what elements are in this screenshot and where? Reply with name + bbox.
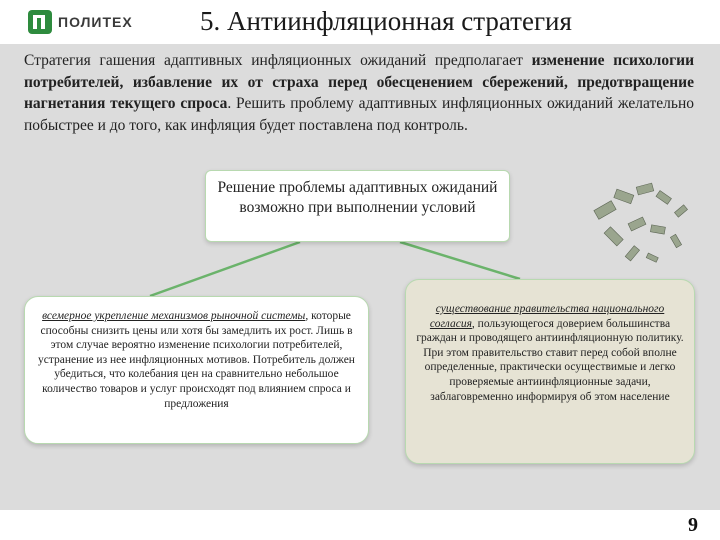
government-consensus-heading: существование правительства национального согласия <box>429 303 665 330</box>
slide-footer <box>0 510 720 540</box>
logo-text: ПОЛИТЕХ <box>58 14 133 30</box>
logo-mark-icon <box>28 10 52 34</box>
page-number: 9 <box>688 514 698 536</box>
intro-text-part2: . Решить проблему адаптивных инфляционных ожиданий желательно побыстрее и до того, как инфляция будет поставлена под контроль. <box>24 95 695 134</box>
slide-header <box>0 0 720 44</box>
conditions-box <box>205 170 510 242</box>
market-mechanism-text: , которые способны снизить цены или хотя бы замедлить их рост. Лишь в этом случае вероятно изменение психологии потребителей, устранение из нее инфляционных мотивов. Потребитель должен убедиться, что колебания цен на сравнительно небольшое количество товаров и услуг происходят под влиянием спроса и предложения <box>38 310 355 410</box>
intro-text-part1: Стратегия гашения адаптивных инфляционных ожиданий предполагает <box>24 52 532 69</box>
flying-money-icon <box>585 180 695 275</box>
slide-title: 5. Антиинфляционная стратегия <box>200 6 572 36</box>
politech-logo <box>28 8 133 36</box>
market-mechanism-heading: всемерное укрепление механизмов рыночной системы <box>42 310 306 322</box>
market-mechanism-box <box>24 296 369 444</box>
government-consensus-box <box>405 279 695 464</box>
intro-paragraph <box>24 50 694 136</box>
government-consensus-text: , пользующегося доверием большинства граждан и проводящего антиинфляционную политику. При этом правительство ставит перед собой вполне определенные, практически осуществимые и легко проверяемые антиинфляционные задачи, заблаговременно информируя об этом население <box>416 317 684 403</box>
conditions-text: Решение проблемы адаптивных ожиданий возможно при выполнении условий <box>217 179 498 216</box>
intro-bold-text: изменение психологии потребителей, избавление их от страха перед обесценением сбережений, предотвращение нагнетания текущего спроса <box>24 52 694 112</box>
